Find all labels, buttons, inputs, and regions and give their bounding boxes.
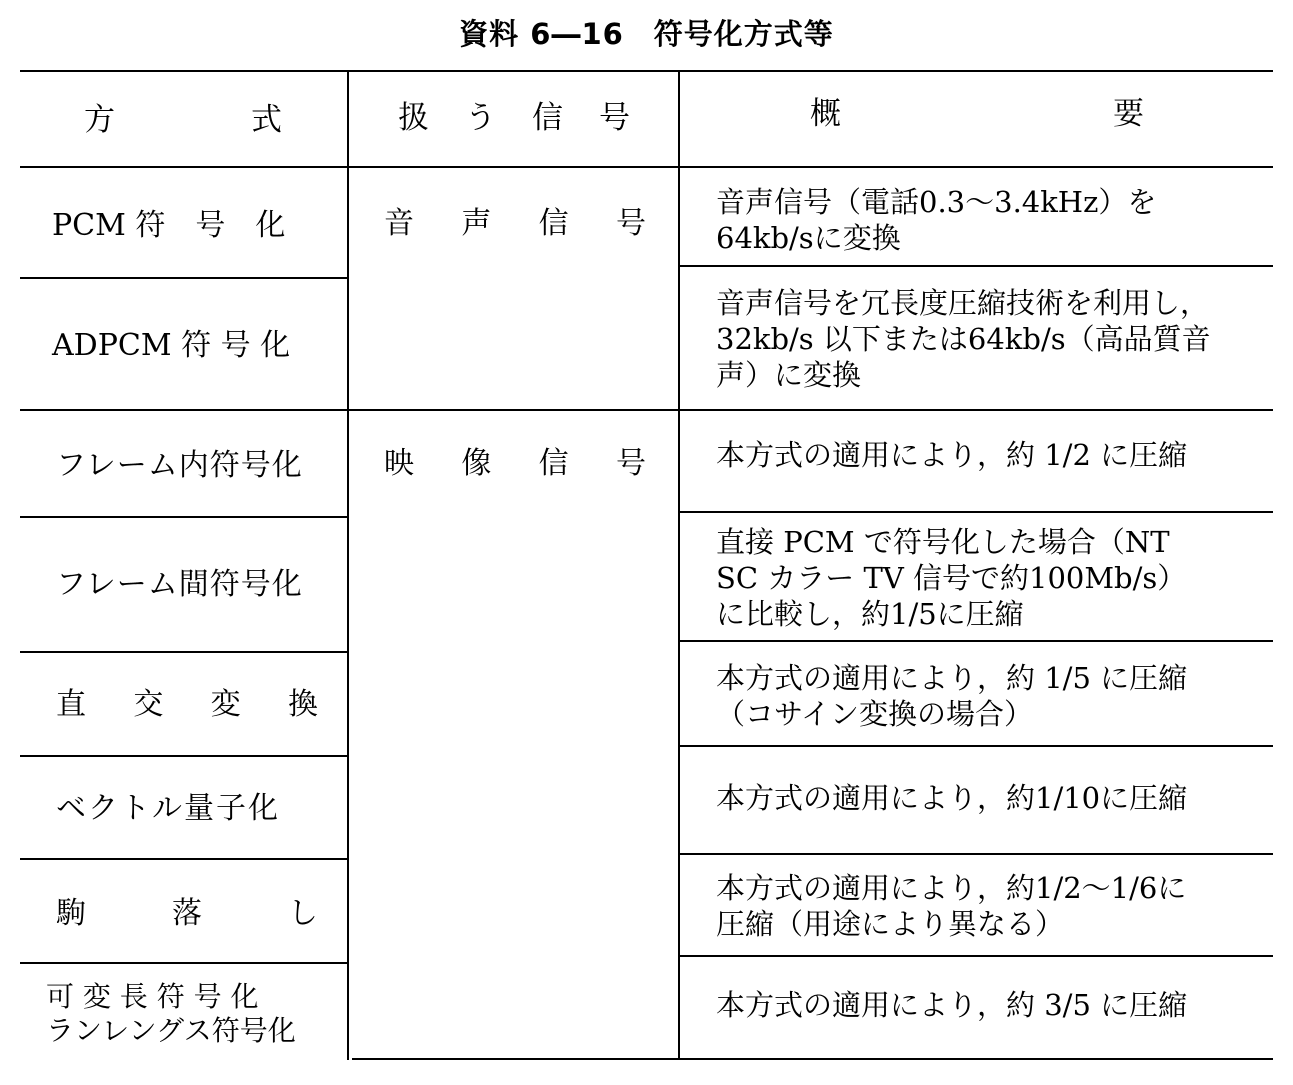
signal-char: 号 [615, 206, 646, 241]
method-frame-drop [56, 895, 318, 932]
summary-pcm: 音声信号（電話0.3～3.4kHz）を 64kb/sに変換 [716, 185, 1157, 255]
rule-summary-row [679, 745, 1273, 747]
summary-adpcm: 音声信号を冗長度圧縮技術を利用し， 32kb/s 以下または64kb/s（高品質音 声）に変換 [716, 286, 1211, 392]
rule-top [20, 70, 1273, 72]
header-method-char: 式 [251, 102, 282, 138]
header-signal-char: う [465, 100, 496, 136]
rule-col-1 [347, 70, 349, 1060]
signal-char: 信 [538, 206, 569, 241]
rule-method-row [20, 277, 348, 279]
signal-char: 信 [538, 446, 569, 481]
rule-bottom [352, 1058, 1273, 1060]
rule-summary-row [679, 640, 1273, 642]
method-char: し [288, 896, 318, 931]
rule-method-row [20, 858, 348, 860]
header-method [84, 102, 282, 139]
method-char: 交 [133, 687, 164, 722]
signal-char: 号 [615, 446, 646, 481]
rule-header-bottom [20, 166, 1273, 168]
method-char: 変 [210, 687, 241, 722]
signal-audio [384, 205, 646, 242]
rule-col-2 [678, 70, 680, 1060]
method-pcm: PCM 符 号 化 [52, 208, 286, 243]
header-signal-char: 信 [532, 100, 563, 136]
rule-method-row [20, 651, 348, 653]
header-signal-char: 扱 [398, 100, 429, 136]
signal-video [384, 445, 646, 482]
rule-method-row [20, 516, 348, 518]
page-title: 資料 6―16 符号化方式等 [459, 17, 834, 51]
method-intraframe: フレーム内符号化 [56, 448, 303, 483]
header-method-char: 方 [84, 102, 115, 138]
rule-summary-row [679, 853, 1273, 855]
header-summary-char: 概 [810, 96, 841, 132]
header-signal-char: 号 [599, 100, 630, 136]
summary-orthogonal-transform: 本方式の適用により，約 1/5 に圧縮 （コサイン変換の場合） [716, 661, 1188, 731]
method-adpcm: ADPCM 符 号 化 [52, 328, 291, 363]
header-summary [810, 96, 1144, 133]
method-vector-quantization: ベクトル量子化 [56, 791, 280, 826]
rule-method-row [20, 755, 348, 757]
method-char: 駒 [56, 896, 86, 931]
summary-vector-quantization: 本方式の適用により，約1/10に圧縮 [716, 781, 1188, 815]
method-run-length: ランレングス符号化 [46, 1014, 296, 1047]
method-char: 換 [287, 687, 318, 722]
header-signal [398, 100, 630, 137]
signal-char: 像 [461, 446, 492, 481]
method-variable-length: 可 変 長 符 号 化 [46, 980, 259, 1013]
rule-group-divider [20, 409, 1273, 411]
method-char: 落 [172, 896, 202, 931]
summary-variable-length: 本方式の適用により，約 3/5 に圧縮 [716, 988, 1188, 1022]
rule-summary-row [679, 265, 1273, 267]
rule-summary-row [679, 955, 1273, 957]
method-interframe: フレーム間符号化 [56, 567, 303, 602]
summary-interframe: 直接 PCM で符号化した場合（NT SC カラー TV 信号で約100Mb/s） に比較し，約1/5に圧縮 [716, 525, 1187, 631]
header-summary-char: 要 [1113, 96, 1144, 132]
signal-char: 映 [384, 446, 414, 481]
rule-summary-row [679, 511, 1273, 513]
rule-method-row [20, 962, 348, 964]
method-char: 直 [56, 687, 86, 722]
signal-char: 音 [384, 206, 414, 241]
method-orthogonal-transform [56, 686, 318, 723]
summary-frame-drop: 本方式の適用により，約1/2～1/6に 圧縮（用途により異なる） [716, 871, 1187, 941]
signal-char: 声 [461, 206, 492, 241]
summary-intraframe: 本方式の適用により，約 1/2 に圧縮 [716, 438, 1188, 472]
